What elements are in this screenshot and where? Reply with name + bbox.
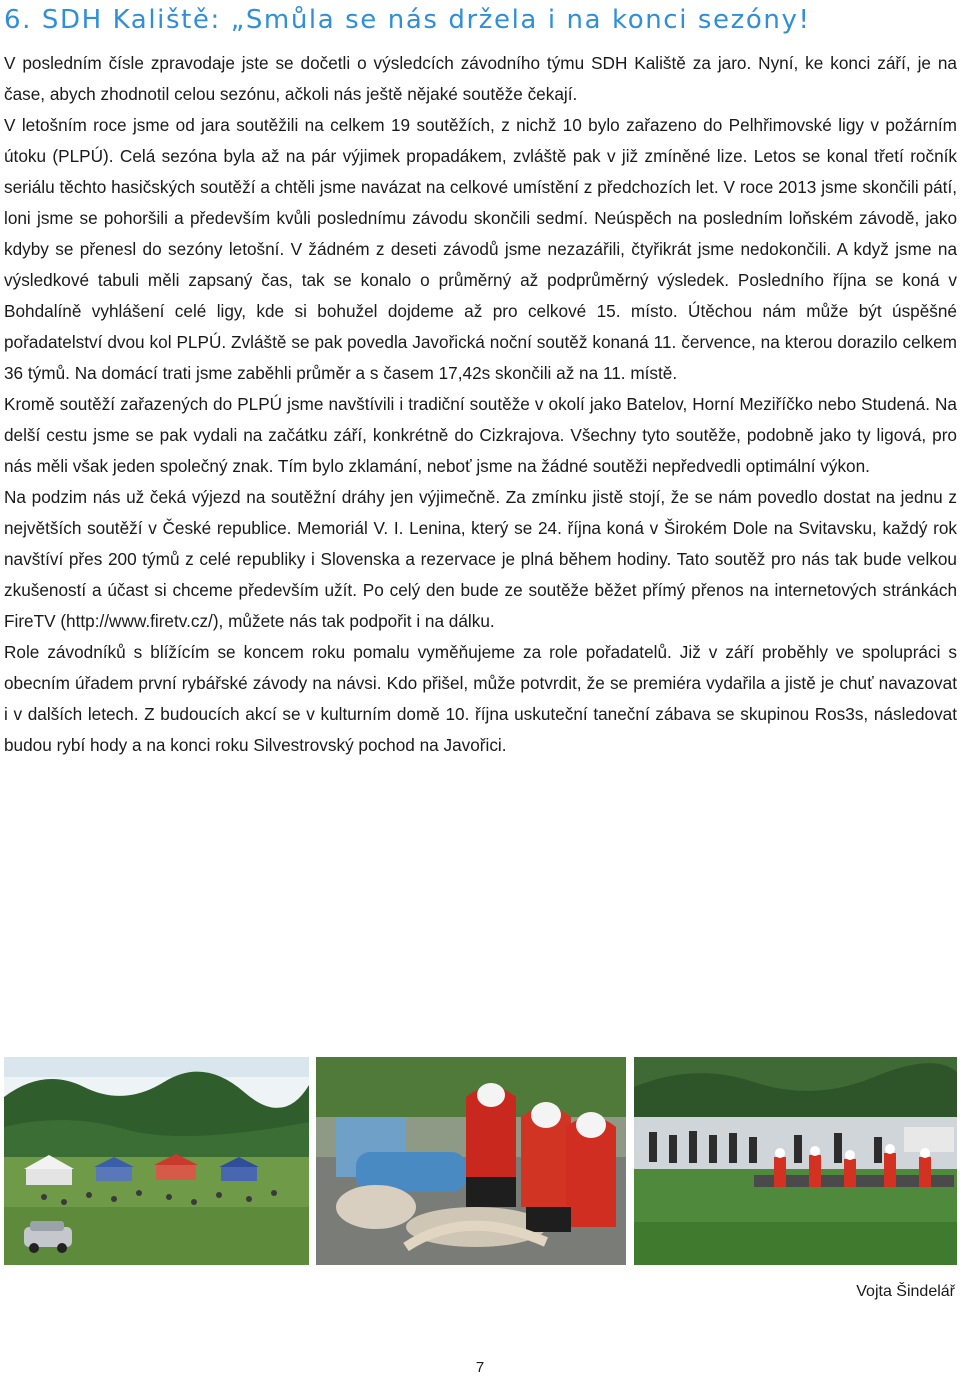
article-heading: 6. SDH Kaliště: „Smůla se nás držela i na konci sezóny! bbox=[4, 5, 811, 35]
paragraph-other-competitions: Kromě soutěží zařazených do PLPÚ jsme navštívili i tradiční soutěže v okolí jako Batelov, Horní Meziříčko nebo Studená. Na delší cestu jsme se pak vydali na začátku září, konkrétně do Cizkrajova. Všechny tyto soutěže, podobně jako ty ligová, pro nás měli však jeden společný znak. Tím bylo zklamání, neboť jsme na žádné soutěži nepředvedli optimální výkon. bbox=[4, 394, 957, 476]
paragraph-autumn-plans: Na podzim nás už čeká výjezd na soutěžní dráhy jen výjimečně. Za zmínku jistě stojí, že se nám povedlo dostat na jednu z největších soutěží v České republice. Memoriál V. I. Lenina, který se 24. října koná v Širokém Dole na Svitavsku, každý rok navštíví přes 200 týmů z celé republiky i Slovenska a rezervace je plná během hodiny. Tato soutěž pro nás tak bude velkou zkušeností a účast si chceme především užít. Po celý den bude ze soutěže běžet přímý přenos na internetových stránkách FireTV (http://www.firetv.cz/), můžete nás tak podpořit i na dálku. bbox=[4, 487, 957, 631]
photo-strip bbox=[4, 1057, 957, 1265]
paragraph-league-season: V letošním roce jsme od jara soutěžili na celkem 19 soutěžích, z nichž 10 bylo zařazeno do Pelhřimovské ligy v požárním útoku (PLPÚ). Celá sezóna byla až na pár výjimek propadákem, zvláště pak v již zmíněné lize. Letos se konal třetí ročník seriálu těchto hasičských soutěží a chtěli jsme navázat na celkové umístění z předchozích let. V roce 2013 jsme skončili pátí, loni jsme se pohoršili a především kvůli poslednímu závodu skončili sedmí. Neúspěch na posledním loňském závodě, jako kdyby se přenesl do sezóny letošní. V žádném z deseti závodů jsme nezazářili, čtyřikrát jsme nedokončili. A když jsme na výsledkové tabuli měli zapsaný čas, tak se konalo o průměrný až podprůměrný výsledek. Posledního října se koná v Bohdalíně vyhlášení celé ligy, kde si bohužel dojdeme až pro celkové 15. místo. Útěchou nám může být úspěšné pořadatelství dvou kol PLPÚ. Zvláště se pak povedla Javořická noční soutěž konaná 11. července, na kterou dorazilo celkem 36 týmů. Na domácí trati jsme zaběhli průměr a s časem 17,42s skončili až na 11. místě. bbox=[4, 115, 957, 383]
page-number: 7 bbox=[475, 1359, 485, 1376]
paragraph-events: Role závodníků s blížícím se koncem roku pomalu vyměňujeme za role pořadatelů. Již v září proběhly ve spolupráci s obecním úřadem první rybářské závody na návsi. Kdo přišel, může potvrdit, že se premiéra vydařila a jistě je chuť navazovat i v dalších letech. Z budoucích akcí se v kulturním domě 10. října uskuteční taneční zábava se skupinou Ros3s, následovat budou rybí hody a na konci roku Silvestrovský pochod na Javořici. bbox=[4, 642, 957, 755]
author-signature: Vojta Šindelář bbox=[856, 1283, 955, 1300]
competition-track-photo bbox=[634, 1057, 957, 1265]
article-body bbox=[4, 48, 957, 761]
firefighters-hose-photo bbox=[316, 1057, 626, 1265]
paragraph-intro: V posledním čísle zpravodaje jste se dočetli o výsledcích závodního týmu SDH Kaliště za jaro. Nyní, ke konci září, je na čase, abych zhodnotil celou sezónu, ačkoli nás ještě nějaké soutěže čekají. bbox=[4, 53, 957, 104]
competition-field-photo bbox=[4, 1057, 309, 1265]
